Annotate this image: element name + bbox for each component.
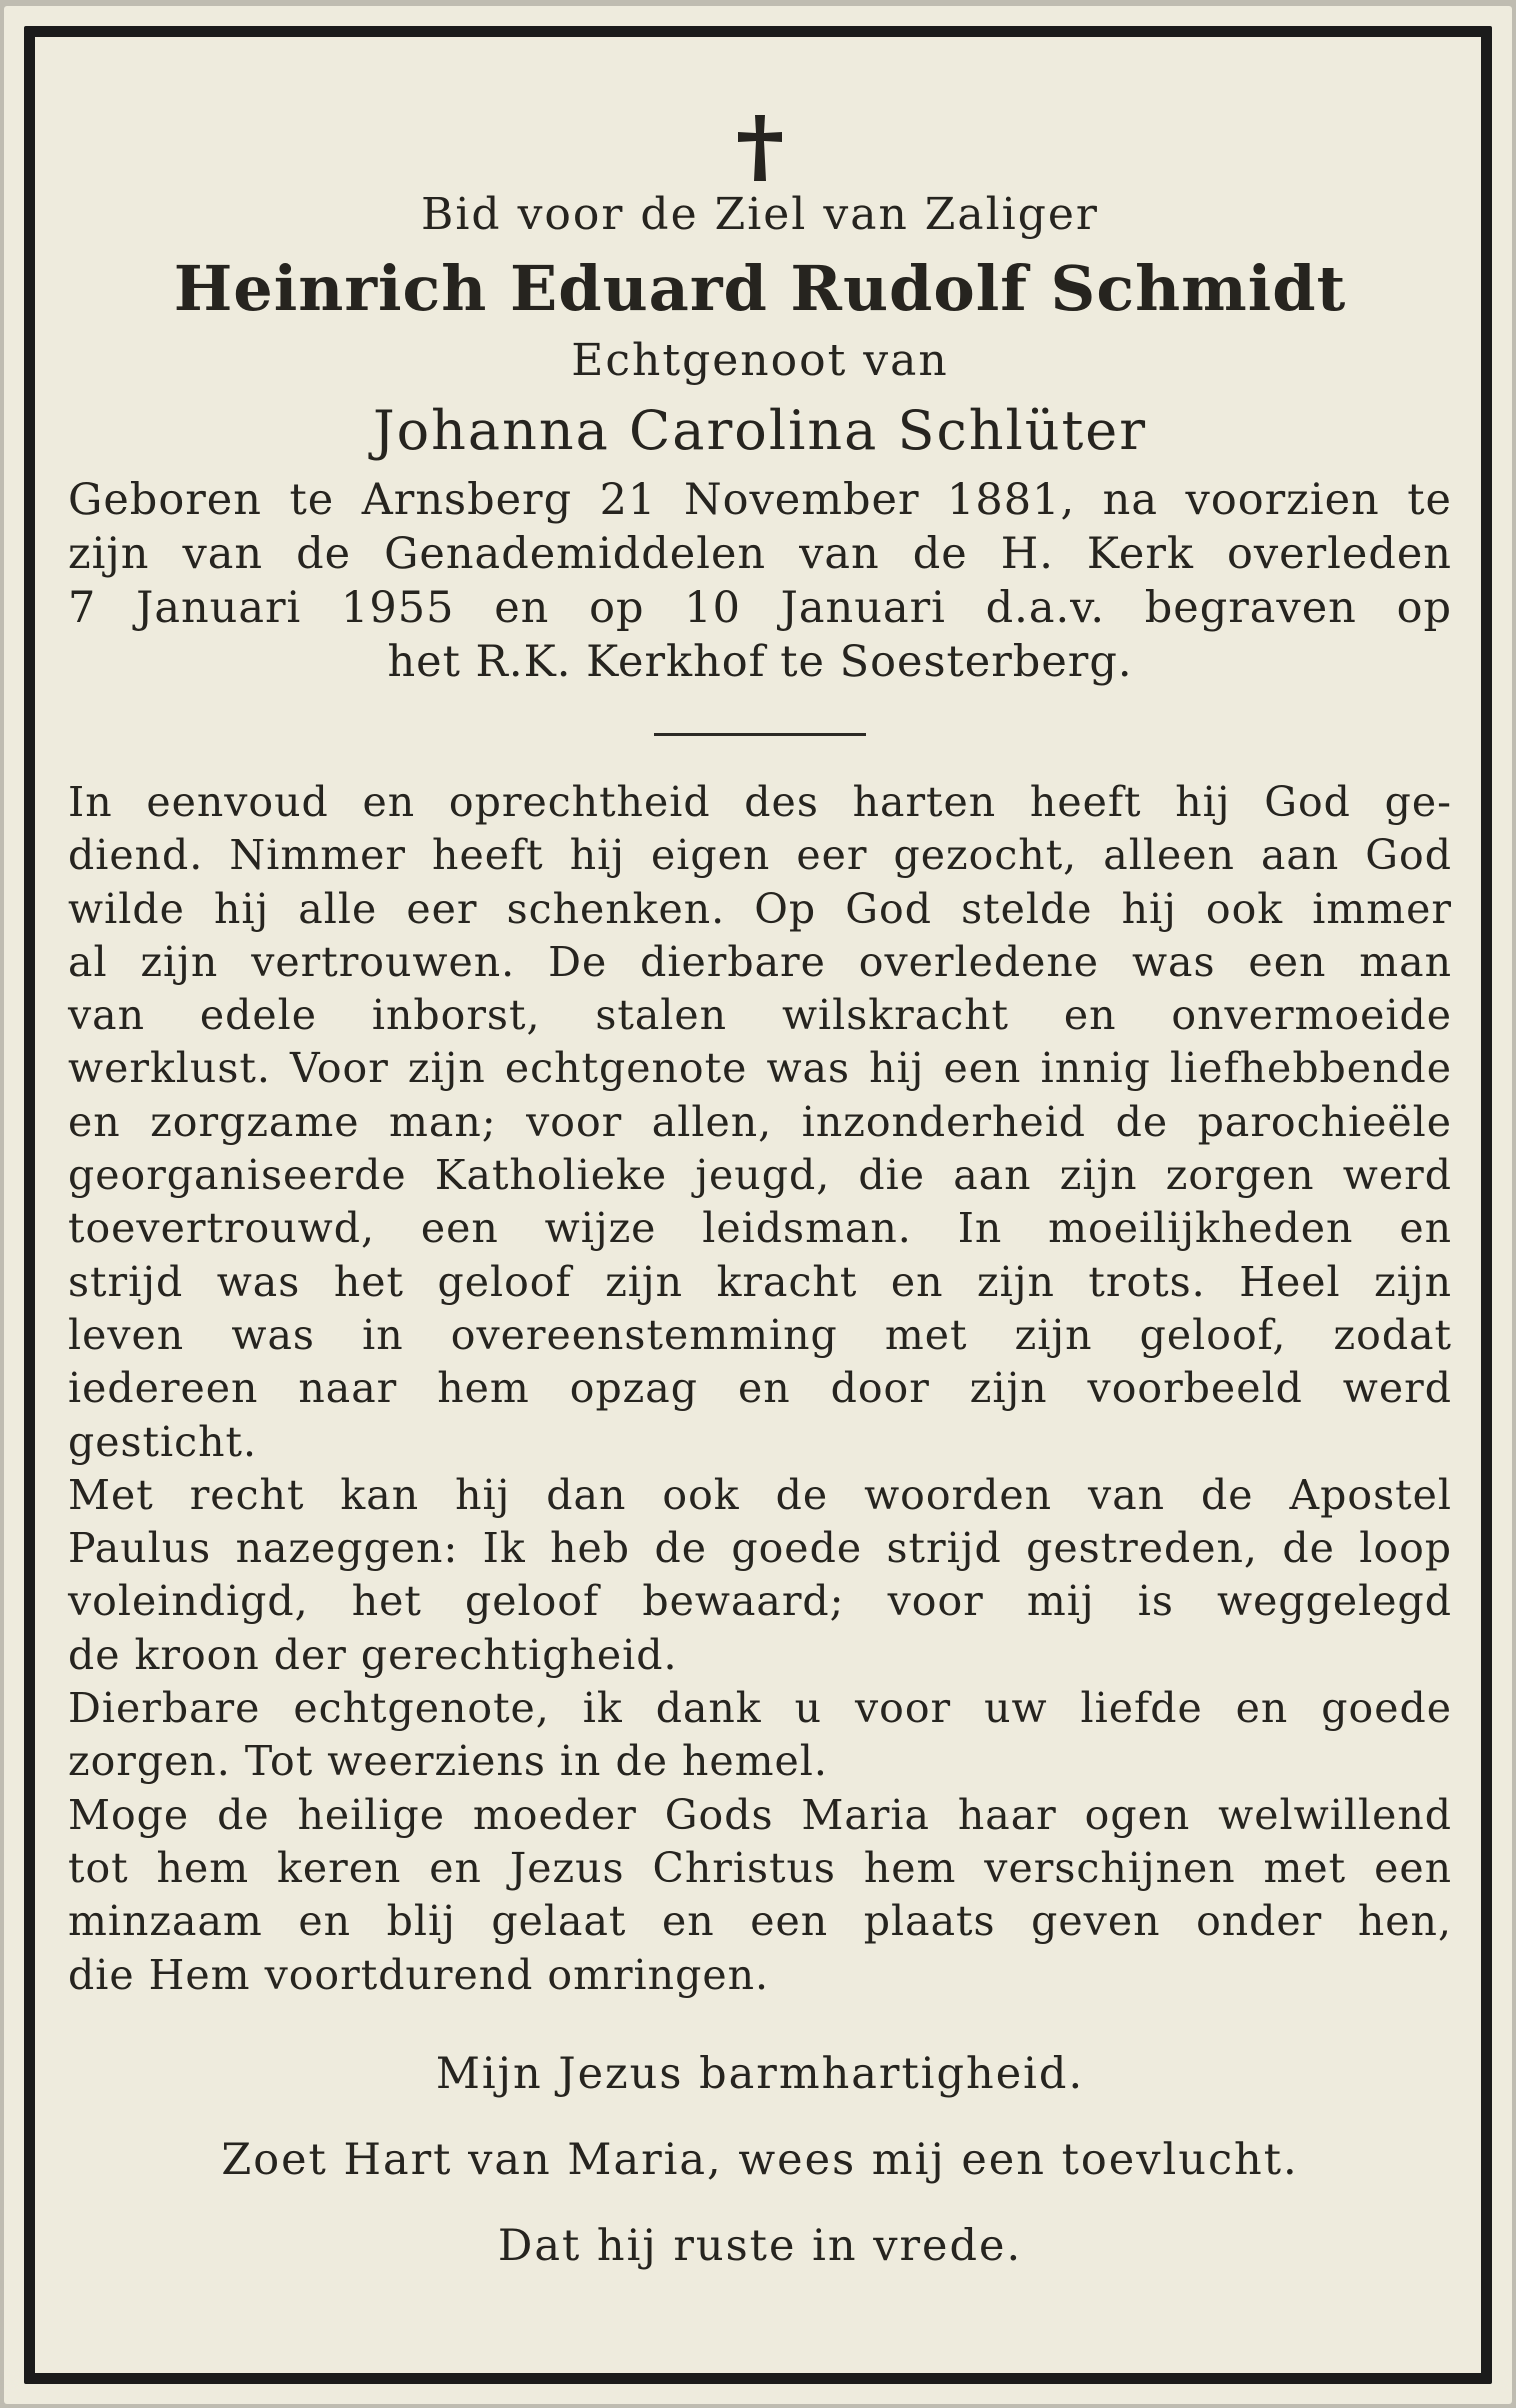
prayer-line: Dat hij ruste in vrede. — [497, 2220, 1023, 2271]
facts-line: het R.K. Kerkhof te Soesterberg. — [387, 637, 1133, 687]
text-line: Met recht kan hij dan ook de woorden van de Apostel — [68, 1470, 1452, 1519]
text-line: Dierbare echtgenote, ik dank u voor uw liefde en goede — [68, 1684, 1452, 1733]
paragraph — [68, 1789, 1452, 2002]
facts-line: 7 Januari 1955 en op 10 Januari d.a.v. begraven op — [68, 583, 1452, 633]
text-line: de kroon der gerechtigheid. — [68, 1630, 678, 1679]
deceased-name: Heinrich Eduard Rudolf Schmidt — [173, 252, 1347, 325]
text-line: voleindigd, het geloof bewaard; voor mij is weggelegd — [68, 1577, 1452, 1626]
spouse-name: Johanna Carolina Schlüter — [372, 399, 1148, 462]
text-line: Moge de heilige moeder Gods Maria haar ogen welwillend — [68, 1790, 1452, 1839]
paragraph — [68, 776, 1452, 1469]
prayer-line: Mijn Jezus barmhartigheid. — [435, 2048, 1085, 2099]
closing-prayers — [68, 2044, 1452, 2276]
text-line: zorgen. Tot weerziens in de hemel. — [68, 1737, 828, 1786]
facts-line: Geboren te Arnsberg 21 November 1881, na voorzien te — [68, 475, 1452, 525]
text-line: diend. Nimmer heeft hij eigen eer gezocht, alleen aan God — [68, 831, 1452, 880]
text-line: georganiseerde Katholieke jeugd, die aan zijn zorgen werd — [68, 1151, 1452, 1200]
cross-icon — [730, 111, 790, 185]
text-line: Paulus nazeggen: Ik heb de goede strijd gestreden, de loop — [68, 1524, 1452, 1573]
text-line: gesticht. — [68, 1417, 258, 1466]
eulogy-text — [68, 776, 1452, 2002]
text-line: en zorgzame man; voor allen, inzonderheid de parochieële — [68, 1097, 1452, 1146]
card-content — [68, 111, 1452, 2276]
text-line: strijd was het geloof zijn kracht en zijn trots. Heel zijn — [68, 1257, 1452, 1306]
facts-line: zijn van de Genademiddelen van de H. Kerk overleden — [68, 529, 1452, 579]
text-line: tot hem keren en Jezus Christus hem verschijnen met een — [68, 1843, 1452, 1892]
text-line: toevertrouwd, een wijze leidsman. In moeilijkheden en — [68, 1204, 1452, 1253]
prayer-line: Zoet Hart van Maria, wees mij een toevlucht. — [221, 2134, 1299, 2185]
text-line: leven was in overeenstemming met zijn geloof, zodat — [68, 1310, 1452, 1359]
text-line: In eenvoud en oprechtheid des harten heeft hij God ge- — [68, 778, 1452, 826]
text-line: van edele inborst, stalen wilskracht en onvermoeide — [68, 991, 1452, 1040]
paragraph — [68, 1682, 1452, 1789]
text-line: al zijn vertrouwen. De dierbare overledene was een man — [68, 937, 1452, 986]
intro-line: Bid voor de Ziel van Zaliger — [421, 189, 1099, 240]
paragraph — [68, 1469, 1452, 1682]
text-line: wilde hij alle eer schenken. Op God stelde hij ook immer — [68, 884, 1452, 933]
memorial-card — [4, 6, 1512, 2404]
life-facts — [68, 473, 1452, 689]
text-line: minzaam en blij gelaat en een plaats geven onder hen, — [68, 1897, 1452, 1946]
text-line: werklust. Voor zijn echtgenote was hij een innig liefhebbende — [68, 1044, 1452, 1093]
text-line: die Hem voortdurend omringen. — [68, 1950, 770, 1999]
spouse-label: Echtgenoot van — [571, 335, 949, 386]
text-line: iedereen naar hem opzag en door zijn voorbeeld werd — [68, 1364, 1452, 1413]
divider-rule — [654, 733, 866, 736]
